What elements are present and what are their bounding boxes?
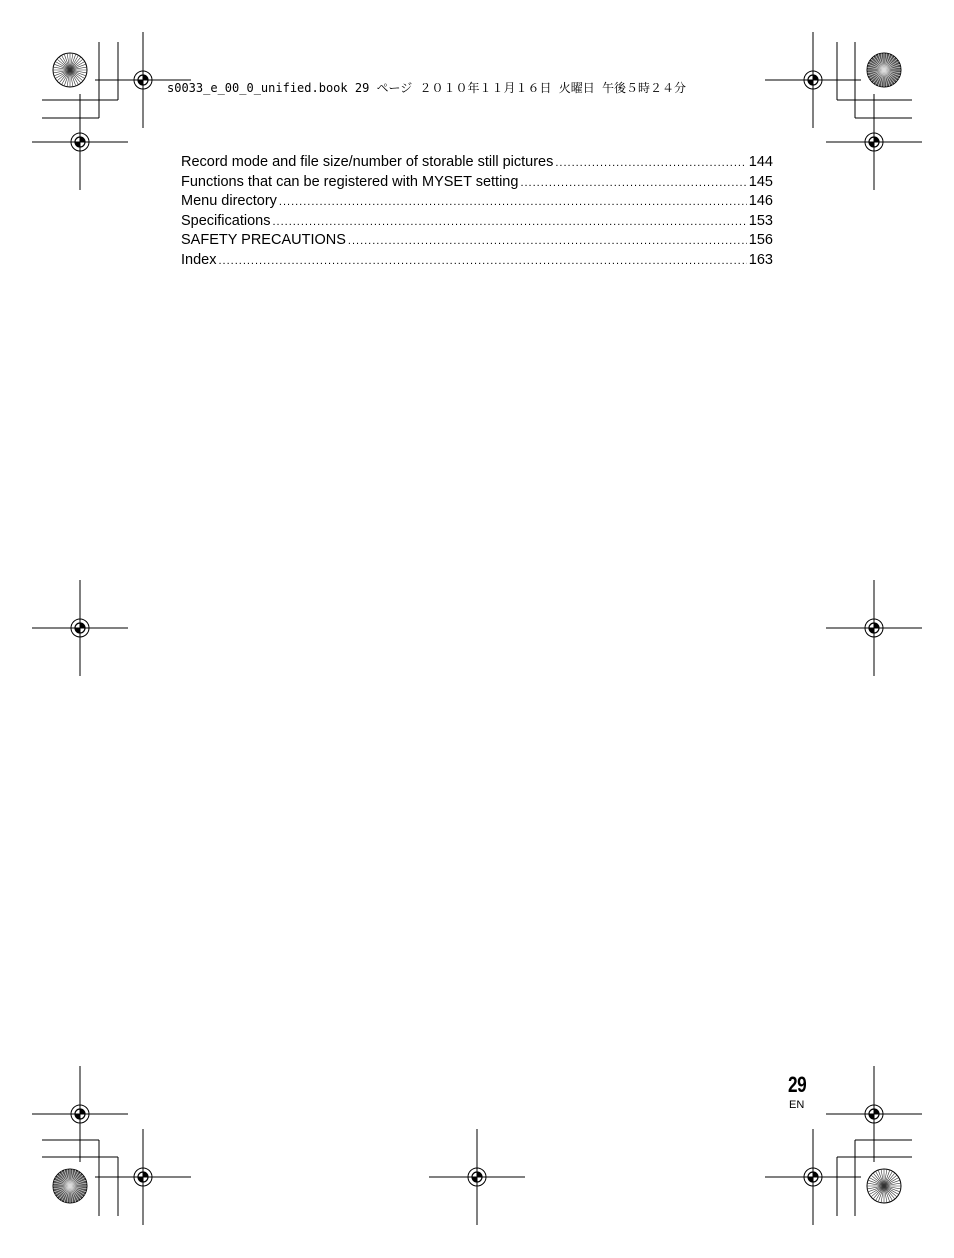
toc-entry-page: 156 [748, 232, 773, 249]
toc-entry[interactable] [181, 192, 773, 212]
toc-entry-page: 163 [748, 251, 773, 268]
toc-leader-dots [279, 193, 747, 213]
toc-entry-page: 145 [748, 173, 773, 190]
toc-entry-title: Index [181, 251, 217, 268]
toc-entry-page: 146 [748, 193, 773, 210]
table-of-contents [181, 153, 773, 271]
toc-entry[interactable] [181, 231, 773, 251]
toc-entry[interactable] [181, 212, 773, 232]
toc-entry-page: 153 [748, 212, 773, 229]
toc-entry[interactable] [181, 251, 773, 271]
toc-leader-dots [272, 213, 746, 233]
page-number: 29 [788, 1072, 807, 1097]
language-code: EN [789, 1099, 805, 1111]
toc-entry-page: 144 [748, 154, 773, 170]
toc-entry[interactable] [181, 153, 773, 173]
toc-entry-title: Specifications [181, 212, 271, 229]
toc-leader-dots [218, 252, 746, 272]
toc-entry-title: Menu directory [181, 193, 277, 210]
toc-entry-title: Record mode and file size/number of storable still pictures [181, 154, 554, 170]
toc-leader-dots [520, 174, 746, 194]
print-header-slug: s0033_e_00_0_unified.book 29 ページ ２０１０年１１月１６日 火曜日 午後５時２４分 [167, 81, 686, 95]
toc-leader-dots [555, 154, 746, 174]
toc-entry[interactable] [181, 173, 773, 193]
toc-entry-title: SAFETY PRECAUTIONS [181, 232, 346, 249]
toc-leader-dots [348, 232, 747, 252]
toc-entry-title: Functions that can be registered with MYSET setting [181, 173, 519, 190]
